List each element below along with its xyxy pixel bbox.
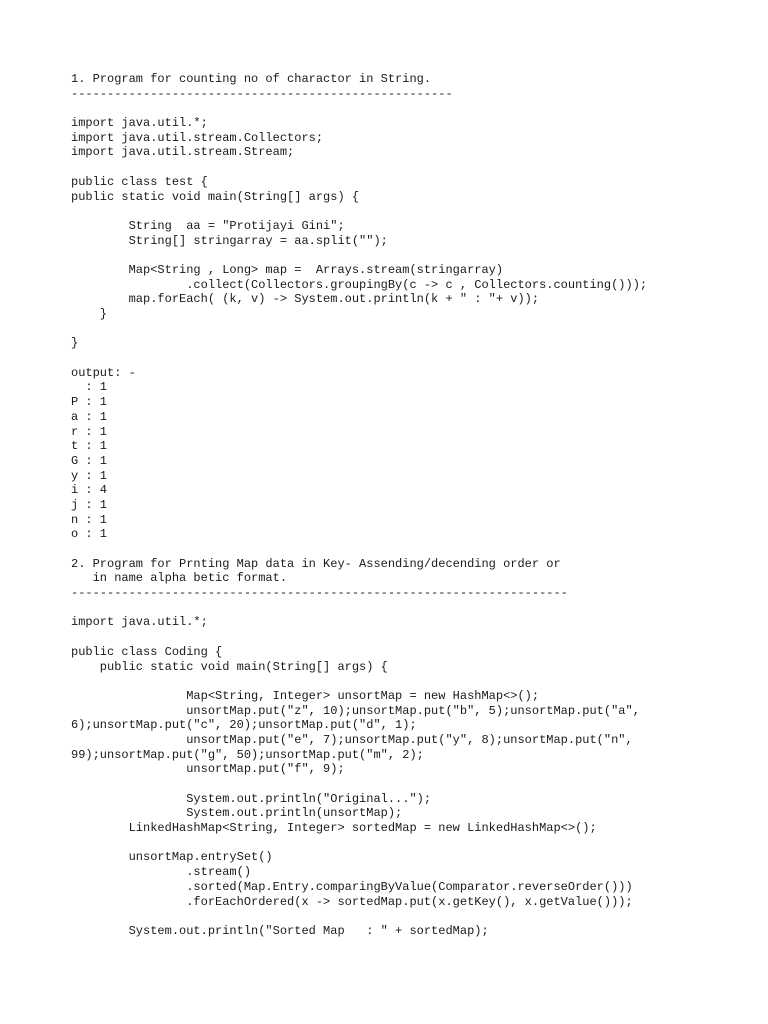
code-line: import java.util.stream.Collectors; — [71, 130, 324, 145]
code-line — [71, 101, 751, 116]
code-line: public static void main(String[] args) { — [71, 659, 388, 674]
code-line — [71, 542, 751, 557]
code-line: public class test { — [71, 174, 208, 189]
code-line: 99);unsortMap.put("g", 50);unsortMap.put("m", 2); — [71, 747, 424, 762]
code-line: --------------------------------------------------------------------- — [71, 586, 568, 601]
code-line — [71, 160, 751, 175]
code-line: G : 1 — [71, 453, 108, 468]
code-line: public static void main(String[] args) { — [71, 189, 360, 204]
code-line: ----------------------------------------------------- — [71, 86, 453, 101]
code-line: o : 1 — [71, 527, 108, 542]
code-line — [71, 909, 751, 924]
code-line: y : 1 — [71, 468, 108, 483]
code-line — [71, 601, 751, 616]
code-line: public class Coding { — [71, 644, 223, 659]
code-line: unsortMap.put("z", 10);unsortMap.put("b", 5);unsortMap.put("a", — [71, 703, 640, 718]
code-line: System.out.println("Sorted Map : " + sortedMap); — [71, 923, 489, 938]
code-line: P : 1 — [71, 395, 108, 410]
code-line: Map<String , Long> map = Arrays.stream(stringarray) — [71, 262, 504, 277]
code-line: .forEachOrdered(x -> sortedMap.put(x.getKey(), x.getValue())); — [71, 894, 633, 909]
code-line — [71, 322, 751, 337]
code-line: System.out.println("Original..."); — [71, 791, 432, 806]
code-line: t : 1 — [71, 439, 108, 454]
code-line: a : 1 — [71, 409, 108, 424]
code-line: n : 1 — [71, 512, 108, 527]
code-line — [71, 836, 751, 851]
code-line: .stream() — [71, 865, 252, 880]
code-line: j : 1 — [71, 497, 108, 512]
document-page — [71, 72, 751, 939]
code-line — [71, 351, 751, 366]
code-line: } — [71, 336, 79, 351]
code-line: unsortMap.put("f", 9); — [71, 762, 345, 777]
code-line: import java.util.stream.Stream; — [71, 145, 295, 160]
code-line: r : 1 — [71, 424, 108, 439]
code-line: LinkedHashMap<String, Integer> sortedMap = new LinkedHashMap<>(); — [71, 821, 597, 836]
code-line: String[] stringarray = aa.split(""); — [71, 233, 388, 248]
code-line: unsortMap.put("e", 7);unsortMap.put("y", 8);unsortMap.put("n", — [71, 732, 633, 747]
code-line — [71, 248, 751, 263]
code-line — [71, 204, 751, 219]
code-line: 1. Program for counting no of charactor in String. — [71, 72, 432, 86]
code-line — [71, 777, 751, 792]
code-line: } — [71, 307, 108, 321]
code-line — [71, 674, 751, 689]
code-line: import java.util.*; — [71, 116, 208, 131]
code-line: i : 4 — [71, 483, 108, 498]
code-line: output: - — [71, 365, 136, 380]
code-line: .collect(Collectors.groupingBy(c -> c , Collectors.counting())); — [71, 277, 648, 292]
code-line: .sorted(Map.Entry.comparingByValue(Comparator.reverseOrder())) — [71, 879, 633, 894]
code-line — [71, 630, 751, 645]
code-line: import java.util.*; — [71, 615, 208, 630]
code-line: 2. Program for Prnting Map data in Key- Assending/decending order or — [71, 556, 561, 571]
code-line: unsortMap.entrySet() — [71, 850, 273, 865]
code-line: in name alpha betic format. — [71, 571, 288, 586]
code-line: : 1 — [71, 380, 108, 395]
code-line: map.forEach( (k, v) -> System.out.println(k + " : "+ v)); — [71, 292, 540, 307]
code-line: String aa = "Protijayi Gini"; — [71, 218, 345, 233]
code-line: System.out.println(unsortMap); — [71, 806, 403, 821]
code-line: Map<String, Integer> unsortMap = new HashMap<>(); — [71, 688, 540, 703]
code-line: 6);unsortMap.put("c", 20);unsortMap.put("d", 1); — [71, 718, 417, 733]
